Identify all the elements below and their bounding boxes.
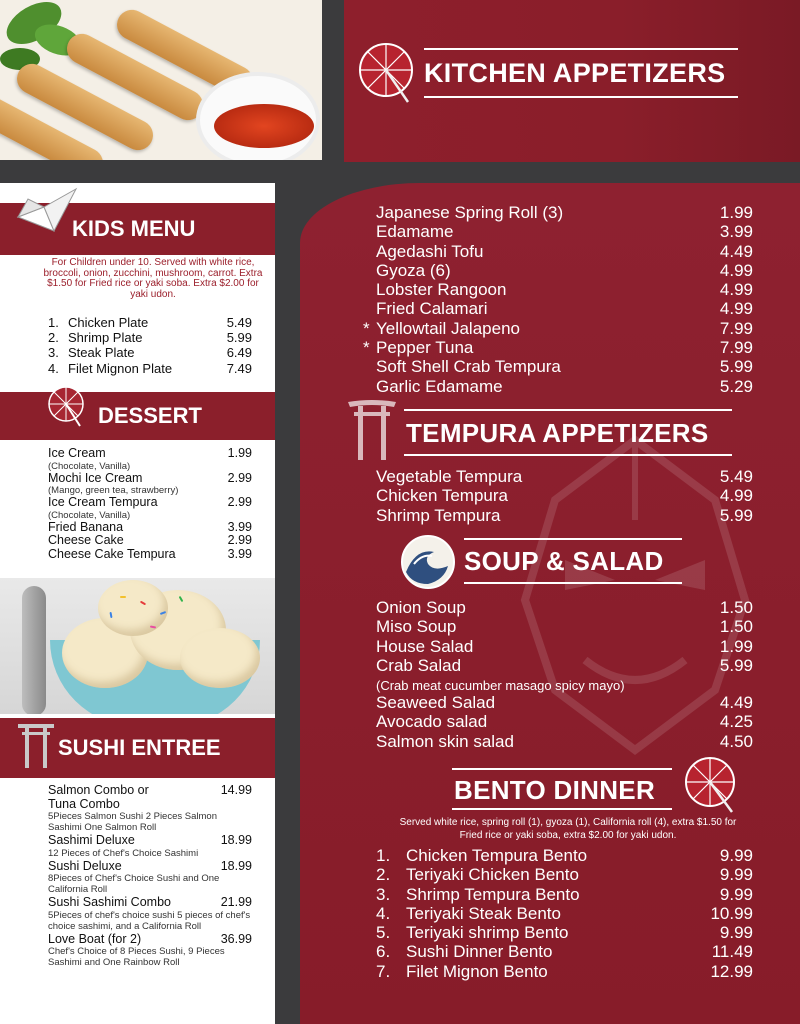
list-item: Salmon Combo or Tuna Combo 14.99 5Pieces Salmon Sushi 2 Pieces Salmon Sashimi One Salmon Roll <box>48 783 252 833</box>
parasol-icon <box>684 756 740 814</box>
list-item: Fried Calamari 4.99 <box>376 299 753 319</box>
list-item: Sushi Deluxe 18.99 8Pieces of Chef's Choice Sushi and One California Roll <box>48 858 252 895</box>
list-item: 1. Chicken Tempura Bento 9.99 <box>376 846 753 865</box>
list-item: 2. Shrimp Plate 5.99 <box>48 330 252 346</box>
divider <box>404 409 732 411</box>
kids-menu-list <box>48 315 252 376</box>
list-item: 7. Filet Mignon Bento 12.99 <box>376 961 753 981</box>
list-item: Japanese Spring Roll (3) 1.99 <box>376 203 753 222</box>
list-item: Ice Cream 1.99 (Chocolate, Vanilla) <box>48 446 252 472</box>
torii-gate-icon <box>348 398 396 460</box>
kids-menu-header <box>0 203 275 255</box>
list-item: Shrimp Tempura 5.99 <box>376 505 753 525</box>
divider <box>424 96 738 98</box>
divider <box>424 48 738 50</box>
sushi-entree-title: SUSHI ENTREE <box>58 735 221 760</box>
spring-rolls-photo <box>0 0 322 160</box>
ice-cream-photo <box>0 578 275 714</box>
tempura-appetizers-list <box>376 467 753 525</box>
list-item: Vegetable Tempura 5.49 <box>376 467 753 486</box>
dessert-header <box>0 392 275 440</box>
list-item: * Pepper Tuna 7.99 <box>363 338 753 358</box>
list-item: Love Boat (for 2) 36.99 Chef's Choice of 8 Pieces Sushi, 9 Pieces Sashimi and One Rainbow Roll <box>48 931 252 968</box>
list-item: 6. Sushi Dinner Bento 11.49 <box>376 942 753 962</box>
list-item: House Salad 1.99 <box>376 636 753 656</box>
list-item: Agedashi Tofu 4.49 <box>376 241 753 261</box>
list-item: * Yellowtail Jalapeno 7.99 <box>363 318 753 338</box>
list-item: Chicken Tempura 4.99 <box>376 486 753 506</box>
bento-dinner-title: BENTO DINNER <box>454 775 656 805</box>
kitchen-appetizers-list <box>363 203 753 396</box>
divider <box>452 808 672 810</box>
list-item: Onion Soup 1.50 <box>376 598 753 617</box>
list-item: Ice Cream Tempura 2.99 (Chocolate, Vanilla) <box>48 495 252 521</box>
list-item: 3. Shrimp Tempura Bento 9.99 <box>376 884 753 904</box>
list-item: Cheese Cake Tempura 3.99 <box>48 546 252 561</box>
sushi-entree-list <box>48 784 252 968</box>
list-item: Soft Shell Crab Tempura 5.99 <box>376 357 753 377</box>
divider <box>404 454 732 456</box>
divider <box>452 768 672 770</box>
list-item: Crab Salad 5.99 <box>376 655 753 675</box>
divider <box>464 582 682 584</box>
divider <box>464 538 682 540</box>
torii-gate-icon <box>16 722 56 768</box>
parasol-icon <box>356 42 418 104</box>
parasol-icon <box>44 384 88 428</box>
crab-salad-note: (Crab meat cucumber masago spicy mayo) <box>376 678 625 693</box>
sushi-entree-header <box>0 718 275 778</box>
tempura-appetizers-title: TEMPURA APPETIZERS <box>406 418 709 448</box>
list-item: Cheese Cake 2.99 <box>48 533 252 547</box>
bento-dinner-note: Served white rice, spring roll (1), gyoza (1), California roll (4), extra $1.50 for Fried rice or yaki soba, extra $2.00 for yaki udon. <box>399 817 737 841</box>
paper-crane-icon <box>14 187 78 235</box>
bento-dinner-list <box>376 846 753 981</box>
list-item: Edamame 3.99 <box>376 222 753 242</box>
list-item: Seaweed Salad 4.49 <box>376 693 753 712</box>
list-item: Avocado salad 4.25 <box>376 712 753 732</box>
list-item: 2. Teriyaki Chicken Bento 9.99 <box>376 865 753 885</box>
kids-menu-note: For Children under 10. Served with white rice, broccoli, onion, zucchini, mushroom, carrot. Extra $1.50 for Fried rice or yaki soba. Extra $2.00 for yaki udon. <box>43 257 263 300</box>
wave-icon <box>400 534 456 590</box>
list-item: Garlic Edamame 5.29 <box>376 376 753 396</box>
list-item: 4. Filet Mignon Plate 7.49 <box>48 360 252 376</box>
list-item: Salmon skin salad 4.50 <box>376 731 753 751</box>
list-item: Fried Banana 3.99 <box>48 519 252 534</box>
list-item: Sashimi Deluxe 18.99 12 Pieces of Chef's Choice Sashimi <box>48 833 252 859</box>
list-item: 5. Teriyaki shrimp Bento 9.99 <box>376 923 753 943</box>
kids-menu-title: KIDS MENU <box>72 216 196 241</box>
list-item: 3. Steak Plate 6.49 <box>48 345 252 361</box>
list-item: 4. Teriyaki Steak Bento 10.99 <box>376 903 753 923</box>
list-item: Gyoza (6) 4.99 <box>376 260 753 280</box>
soup-salad-title: SOUP & SALAD <box>464 546 664 576</box>
list-item: Mochi Ice Cream 2.99 (Mango, green tea, strawberry) <box>48 470 252 496</box>
list-item: 1. Chicken Plate 5.49 <box>48 315 252 330</box>
soup-salad-list-2 <box>376 693 753 751</box>
list-item: Miso Soup 1.50 <box>376 617 753 637</box>
list-item: Lobster Rangoon 4.99 <box>376 280 753 300</box>
kitchen-appetizers-title: KITCHEN APPETIZERS <box>424 58 726 88</box>
dessert-title: DESSERT <box>98 403 202 428</box>
dessert-list <box>48 447 252 561</box>
soup-salad-list <box>376 598 753 675</box>
list-item: Sushi Sashimi Combo 21.99 5Pieces of chef's choice sushi 5 pieces of chef's choice sashimi, and a California Roll <box>48 895 252 932</box>
